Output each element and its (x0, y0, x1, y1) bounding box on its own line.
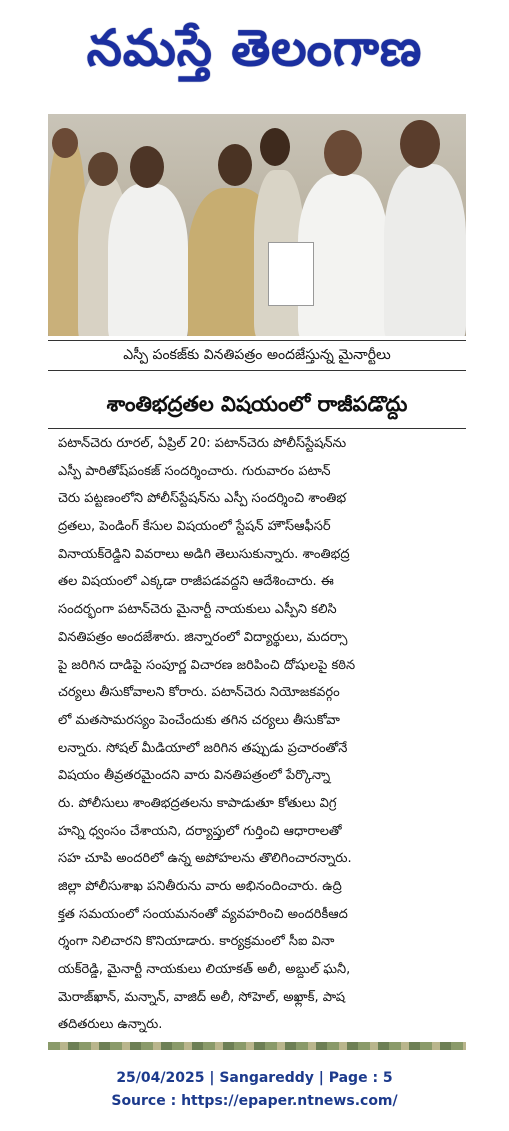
article-line: ర్శంగా నిలిచారని కొనియాడారు. కార్యక్రమంలో సీఐ వినా (58, 934, 335, 950)
article-line: చెరు పట్టణంలోని పోలీస్‌స్టేషన్‌ను ఎస్పీ సందర్శించి శాంతిభ (58, 491, 347, 507)
article-line: జిల్లా పోలీసుశాఖ పనితీరును వారు అభినందించారు. ఉద్రి (58, 879, 342, 894)
article-line: క్తత సమయంలో సంయమనంతో వ్యవహరించి అందరికీఆద (58, 906, 348, 922)
article-line: చర్యలు తీసుకోవాలని కోరారు. పటాన్‌చెరు నియోజకవర్గం (58, 685, 340, 701)
article-line: పై జరిగిన దాడిపై సంపూర్ణ విచారణ జరిపించి దోషులపై కఠిన (58, 657, 356, 673)
caption-rule-bottom (48, 370, 466, 371)
memorandum-paper (268, 242, 314, 306)
photo-caption: ఎస్పీ పంకజ్‌కు వినతిపత్రం అందజేస్తున్న మైనార్టీలు (123, 347, 391, 363)
masthead-title: నమస్తే తెలంగాణ (86, 18, 423, 77)
caption-rule-top (48, 340, 466, 341)
article-line: లన్నారు. సోషల్ మీడియాలో జరిగిన తప్పుడు ప్రచారంతోనే (58, 740, 348, 756)
article-line: సహ చూపి అందరిలో ఉన్న అపోహలను తొలిగించారన్నారు. (58, 851, 352, 867)
article-line: మెరాజ్‌ఖాన్, మన్నాన్, వాజిద్ అలీ, సోహెల్, అఖ్లాక్, పాష (58, 989, 346, 1005)
article-line: లో మతసామరస్యం పెంచేందుకు తగిన చర్యలు తీసుకోవా (58, 712, 340, 728)
article-line: తల విషయంలో ఎక్కడా రాజీపడవద్దని ఆదేశించారు. ఈ (58, 574, 334, 590)
article-line: ద్రతలు, పెండింగ్ కేసుల విషయంలో స్టేషన్ హౌస్‌ఆఫీసర్ (58, 519, 331, 535)
footer-dateline: 25/04/2025 | Sangareddy | Page : 5 (116, 1070, 393, 1086)
article-line: సందర్భంగా పటాన్‌చెరు మైనార్టీ నాయకులు ఎస్పీని కలిసి (58, 602, 337, 618)
article-line: వినతిపత్రం అందజేశారు. జిన్నారంలో విద్యార్థులు, మదర్సా (58, 629, 348, 645)
article-body (58, 430, 462, 1039)
news-photo (48, 114, 466, 336)
article-line: రు. పోలీసులు శాంతిభద్రతలను కాపాడుతూ కోతులు విగ్ర (58, 795, 337, 811)
article-line: పటాన్‌చెరు రూరల్, ఏప్రిల్ 20: పటాన్‌చెరు పోలీస్‌స్టేషన్‌ను (58, 436, 347, 451)
footer-source-link[interactable]: Source : https://epaper.ntnews.com/ (111, 1093, 398, 1109)
article-line: ఎస్పీ పారితోష్‌పంకజ్ సందర్శించారు. గురువారం పటాన్ (58, 463, 331, 479)
article-line: హన్ని ధ్వంసం చేశాయని, దర్యాప్తులో గుర్తించి ఆధారాలతో (58, 823, 342, 839)
article-headline: శాంతిభద్రతల విషయంలో రాజీపడొద్దు (106, 392, 408, 416)
article-line: యక్‌రెడ్డి, మైనార్టీ నాయకులు లియాకత్ అలీ, అబ్దుల్ ఘనీ, (58, 962, 351, 978)
masthead (0, 0, 509, 108)
next-photo-strip (48, 1042, 466, 1050)
article-line: తదితరులు ఉన్నారు. (58, 1017, 163, 1033)
article-line: వినాయక్‌రెడ్డిని వివరాలు అడిగి తెలుసుకున్నారు. శాంతిభద్ర (58, 546, 350, 562)
article-line: విషయం తీవ్రతరమైందని వారు వినతిపత్రంలో పేర్కొన్నా (58, 768, 331, 784)
headline-rule (48, 428, 466, 429)
